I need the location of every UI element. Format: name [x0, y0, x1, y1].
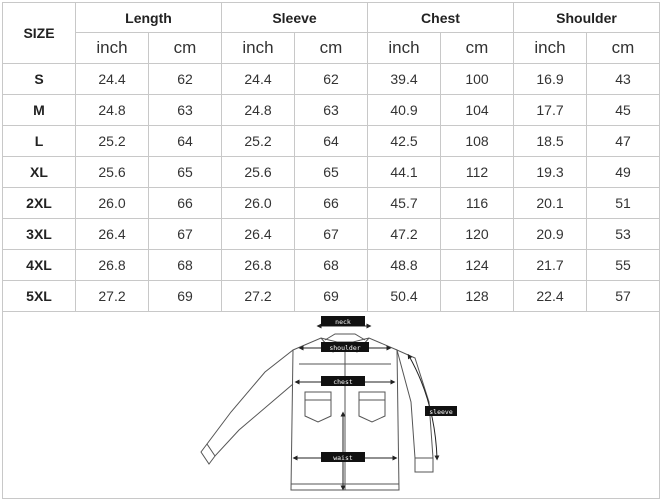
table-cell: 17.7: [514, 95, 587, 126]
unit-header: cm: [149, 33, 222, 64]
table-cell: 42.5: [368, 126, 441, 157]
table-cell: 64: [295, 126, 368, 157]
group-header-row: [3, 3, 660, 33]
size-label: 3XL: [3, 219, 76, 250]
table-cell: 26.0: [76, 188, 149, 219]
size-label: L: [3, 126, 76, 157]
table-cell: 63: [149, 95, 222, 126]
table-cell: 67: [295, 219, 368, 250]
table-cell: 25.6: [222, 157, 295, 188]
unit-header: inch: [76, 33, 149, 64]
table-cell: 65: [149, 157, 222, 188]
label-neck: neck: [335, 318, 351, 326]
size-label: 5XL: [3, 281, 76, 312]
unit-header: cm: [441, 33, 514, 64]
table-cell: 22.4: [514, 281, 587, 312]
table-row: [3, 126, 660, 157]
table-cell: 24.8: [222, 95, 295, 126]
table-cell: 66: [149, 188, 222, 219]
table-cell: 20.9: [514, 219, 587, 250]
table-cell: 25.6: [76, 157, 149, 188]
table-cell: 112: [441, 157, 514, 188]
table-cell: 26.4: [222, 219, 295, 250]
table-row: [3, 95, 660, 126]
table-cell: 57: [587, 281, 660, 312]
group-header-length: Length: [76, 3, 222, 33]
table-cell: 69: [295, 281, 368, 312]
table-cell: 49: [587, 157, 660, 188]
table-cell: 25.2: [76, 126, 149, 157]
table-cell: 124: [441, 250, 514, 281]
table-cell: 50.4: [368, 281, 441, 312]
label-chest: chest: [333, 378, 353, 386]
label-shoulder: shoulder: [329, 344, 361, 352]
table-row: [3, 188, 660, 219]
table-cell: 55: [587, 250, 660, 281]
size-table: [2, 2, 660, 499]
table-cell: 120: [441, 219, 514, 250]
table-cell: 108: [441, 126, 514, 157]
table-row: [3, 281, 660, 312]
table-cell: 48.8: [368, 250, 441, 281]
table-cell: 21.7: [514, 250, 587, 281]
unit-header: cm: [295, 33, 368, 64]
unit-header: inch: [514, 33, 587, 64]
table-cell: 24.4: [76, 64, 149, 95]
table-cell: 65: [295, 157, 368, 188]
shirt-outline: [201, 334, 433, 490]
diagram-row: [3, 312, 660, 499]
table-cell: 116: [441, 188, 514, 219]
table-cell: 44.1: [368, 157, 441, 188]
group-header-sleeve: Sleeve: [222, 3, 368, 33]
unit-header-row: [3, 33, 660, 64]
label-sleeve: sleeve: [429, 408, 453, 416]
table-cell: 40.9: [368, 95, 441, 126]
unit-header: cm: [587, 33, 660, 64]
table-cell: 26.8: [222, 250, 295, 281]
size-label: 2XL: [3, 188, 76, 219]
diagram-cell: [3, 312, 660, 499]
table-cell: 104: [441, 95, 514, 126]
table-cell: 68: [149, 250, 222, 281]
table-row: [3, 157, 660, 188]
size-label: 4XL: [3, 250, 76, 281]
unit-header: inch: [222, 33, 295, 64]
table-cell: 69: [149, 281, 222, 312]
table-cell: 53: [587, 219, 660, 250]
table-row: [3, 250, 660, 281]
table-cell: 43: [587, 64, 660, 95]
size-label: S: [3, 64, 76, 95]
table-cell: 64: [149, 126, 222, 157]
table-cell: 25.2: [222, 126, 295, 157]
table-cell: 18.5: [514, 126, 587, 157]
table-cell: 68: [295, 250, 368, 281]
table-row: [3, 219, 660, 250]
table-cell: 51: [587, 188, 660, 219]
table-cell: 66: [295, 188, 368, 219]
table-cell: 19.3: [514, 157, 587, 188]
table-cell: 27.2: [222, 281, 295, 312]
table-cell: 26.8: [76, 250, 149, 281]
table-cell: 67: [149, 219, 222, 250]
table-cell: 27.2: [76, 281, 149, 312]
table-cell: 63: [295, 95, 368, 126]
size-label: XL: [3, 157, 76, 188]
table-cell: 45: [587, 95, 660, 126]
table-cell: 47: [587, 126, 660, 157]
size-header: SIZE: [3, 3, 76, 64]
group-header-shoulder: Shoulder: [514, 3, 660, 33]
size-label: M: [3, 95, 76, 126]
table-cell: 62: [149, 64, 222, 95]
table-cell: 16.9: [514, 64, 587, 95]
table-cell: 45.7: [368, 188, 441, 219]
table-cell: 128: [441, 281, 514, 312]
table-cell: 47.2: [368, 219, 441, 250]
table-cell: 62: [295, 64, 368, 95]
table-cell: 24.4: [222, 64, 295, 95]
table-cell: 100: [441, 64, 514, 95]
size-chart: [2, 2, 659, 498]
shirt-measurement-diagram: [3, 312, 658, 498]
measurement-labels: [321, 316, 457, 462]
unit-header: inch: [368, 33, 441, 64]
table-cell: 26.4: [76, 219, 149, 250]
table-cell: 24.8: [76, 95, 149, 126]
table-cell: 39.4: [368, 64, 441, 95]
label-waist: waist: [333, 454, 353, 462]
table-cell: 26.0: [222, 188, 295, 219]
table-row: [3, 64, 660, 95]
group-header-chest: Chest: [368, 3, 514, 33]
table-cell: 20.1: [514, 188, 587, 219]
